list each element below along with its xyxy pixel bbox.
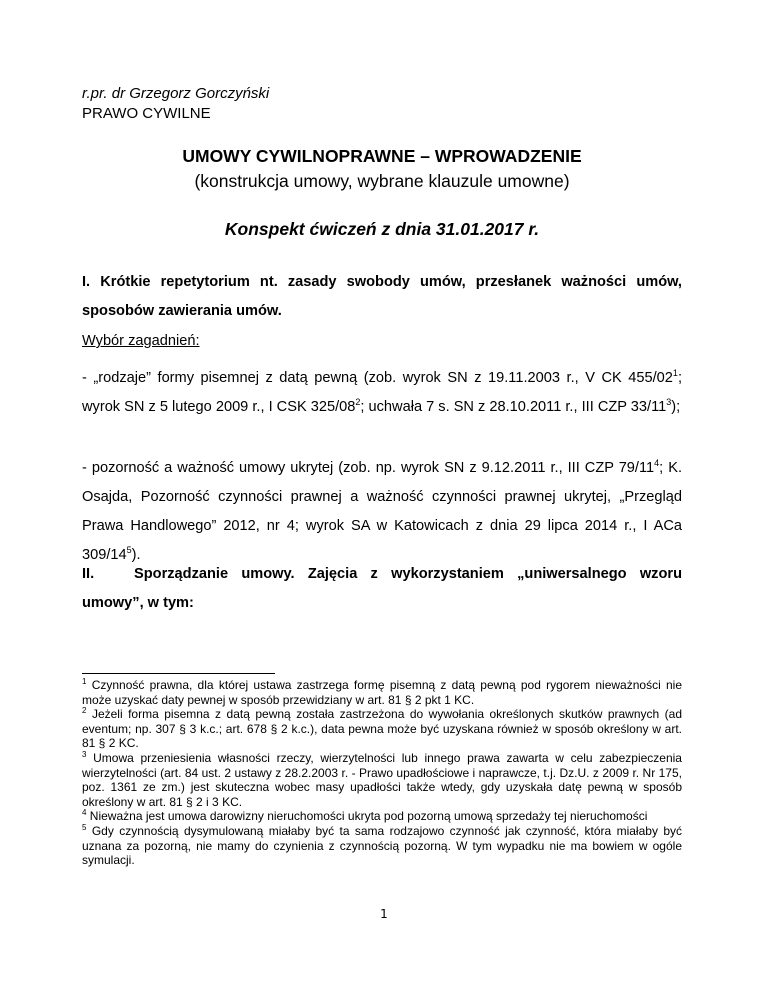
footnote-ref-4[interactable]: 4	[654, 458, 660, 469]
footnote-3-text: Umowa przeniesienia własności rzeczy, wierzytelności lub innego prawa zawarta w celu zabezpieczenia wierzytelności (art. 84 ust. 2 ustawy z 28.2.2003 r. - Prawo upadłościowe i naprawcze, t.j. Dz.U. z 2009 r. Nr 175, poz. 1361 ze zm.) jest skuteczna wobec masy upadłości także wtedy, gdy uzyskała datę pewną w sposób określony w art. 81 § 2 i 3 KC.	[82, 750, 682, 809]
footnote-4	[82, 809, 682, 824]
topic-item-1-text-a: - „rodzaje” formy pisemnej z datą pewną (zob. wyrok SN z 19.11.2003 r., V CK 455/02	[82, 370, 673, 386]
footnote-ref-5[interactable]: 5	[126, 545, 132, 556]
topic-item-2-text-b: ; K. Osajda, Pozorność czynności prawnej a ważność czynności prawnej ukrytej, „Przegląd Prawa Handlowego” 2012, nr 4; wyrok SA w Katowicach z dnia 29 lipca 2014 r., I ACa 309/14	[82, 460, 682, 563]
section-2-heading	[82, 560, 682, 618]
topics-label: Wybór zagadnień:	[82, 333, 200, 349]
footnote-5	[82, 824, 682, 868]
footnote-5-text: Gdy czynnością dysymulowaną miałaby być ta sama rodzajowo czynność jak czynność, która miałaby być uznana za pozorną, nie mamy do czynienia z czynnością pozorną. W tym wypadku nie ma bowiem w ogóle symulacji.	[82, 823, 682, 868]
topic-item-2	[82, 454, 682, 570]
footnotes	[82, 678, 682, 868]
topic-item-1-text-b: ; wyrok SN z 5 lutego 2009 r., I CSK 325/08	[82, 370, 682, 415]
page-number: 1	[380, 907, 388, 921]
footnote-ref-1[interactable]: 1	[672, 368, 678, 379]
author-name: r.pr. dr Grzegorz Gorczyński	[82, 85, 270, 102]
footnote-3-number: 3	[82, 749, 87, 759]
topic-item-2-text-a: - pozorność a ważność umowy ukrytej (zob. np. wyrok SN z 9.12.2011 r., III CZP 79/11	[82, 460, 655, 476]
footnote-3	[82, 751, 682, 809]
document-title: UMOWY CYWILNOPRAWNE – WPROWADZENIE	[182, 146, 582, 166]
footnote-ref-2[interactable]: 2	[355, 397, 361, 408]
topic-item-2-text-c: ).	[131, 547, 141, 563]
footnote-4-text: Nieważna jest umowa darowizny nieruchomości ukryta pod pozorną umową sprzedaży tej nieruchomości	[89, 809, 648, 824]
footnote-4-number: 4	[82, 808, 87, 818]
footnote-5-number: 5	[82, 822, 87, 832]
section-2-text: Sporządzanie umowy. Zajęcia z wykorzystaniem „uniwersalnego wzoru umowy”, w tym:	[82, 566, 682, 611]
topic-item-1-text-c: ; uchwała 7 s. SN z 28.10.2011 r., III CZP 33/11	[360, 399, 667, 415]
section-2-number: II.	[82, 566, 95, 582]
topic-item-1	[82, 364, 682, 422]
footnote-1-text: Czynność prawna, dla której ustawa zastrzega formę pisemną z datą pewną pod rygorem nieważności nie może uzyskać daty pewnej w sposób przewidziany w art. 81 § 2 pkt 1 KC.	[82, 678, 682, 707]
footnote-separator	[82, 673, 275, 674]
section-1-heading: I. Krótkie repetytorium nt. zasady swobody umów, przesłanek ważności umów, sposobów zawierania umów.	[82, 274, 682, 319]
footnote-2	[82, 707, 682, 751]
footnote-1	[82, 678, 682, 707]
footnote-2-text: Jeżeli forma pisemna z datą pewną została zastrzeżona do wywołania określonych skutków prawnych (ad eventum; np. 307 § 3 k.c.; art. 678 § 2 k.c.), data pewna może być uzyskana również w sposób określony w art. 81 § 2 KC.	[82, 707, 682, 751]
course-subject: PRAWO CYWILNE	[82, 105, 211, 122]
footnote-1-number: 1	[82, 677, 87, 686]
konspekt-heading: Konspekt ćwiczeń z dnia 31.01.2017 r.	[224, 219, 540, 239]
footnote-ref-3[interactable]: 3	[666, 397, 672, 408]
topic-item-1-text-d: );	[671, 399, 681, 415]
footnote-2-number: 2	[82, 706, 87, 716]
document-subtitle: (konstrukcja umowy, wybrane klauzule umowne)	[194, 171, 570, 191]
